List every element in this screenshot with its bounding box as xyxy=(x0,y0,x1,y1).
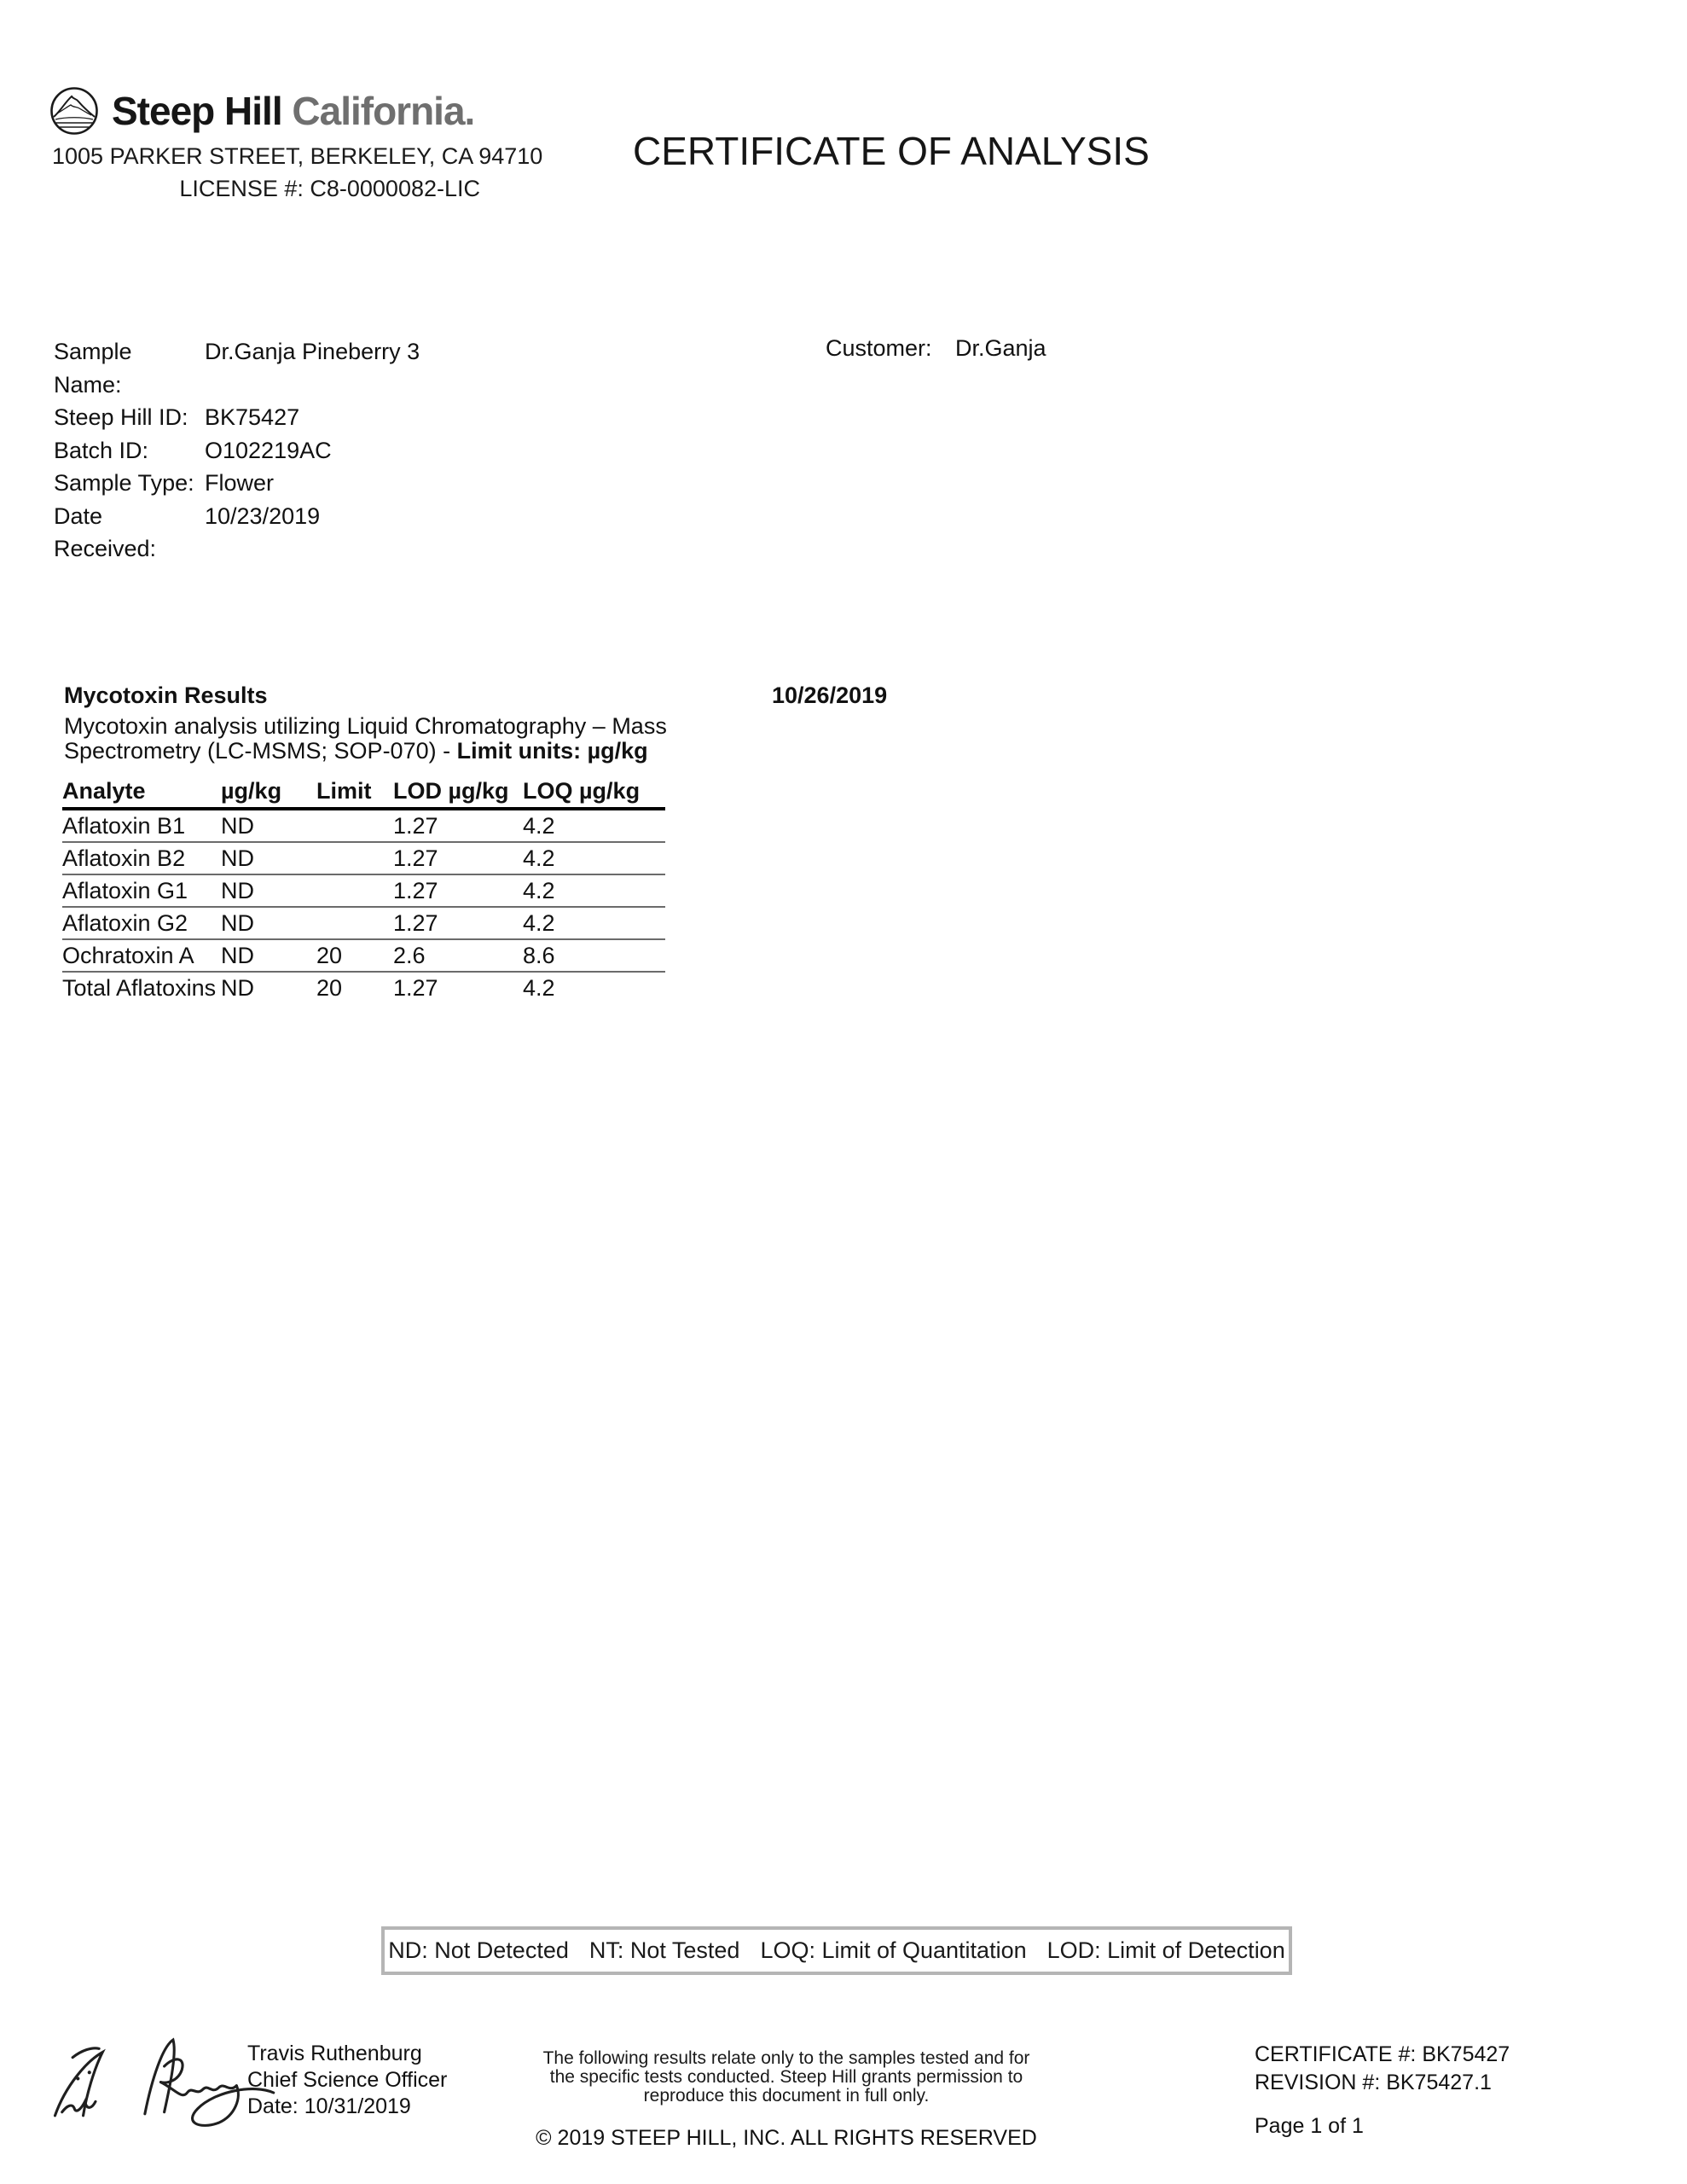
certificate-info-block xyxy=(1255,2041,1510,2097)
column-header-loq: LOQ µg/kg xyxy=(523,778,641,804)
method-description-line1: Mycotoxin analysis utilizing Liquid Chromatography – Mass xyxy=(64,713,667,739)
customer-block xyxy=(826,335,1046,362)
table-row-ochratoxin-a xyxy=(62,940,665,973)
customer-value: Dr.Ganja xyxy=(955,335,1046,361)
document-title: CERTIFICATE OF ANALYSIS xyxy=(633,129,1150,173)
loq-cell: 4.2 xyxy=(523,845,555,871)
logo-brand-text: Steep Hill xyxy=(112,89,282,133)
logo-region-text: California. xyxy=(292,89,475,133)
loq-cell: 4.2 xyxy=(523,909,555,936)
copyright-text: © 2019 STEEP HILL, INC. ALL RIGHTS RESERVED xyxy=(536,2126,1037,2150)
lod-cell: 1.27 xyxy=(393,812,438,839)
customer-label: Customer: xyxy=(826,335,932,361)
disclaimer-line3: reproduce this document in full only. xyxy=(643,2086,930,2106)
date-received-label: Date Received: xyxy=(54,502,157,561)
analyte-cell: Aflatoxin B2 xyxy=(62,845,186,871)
sample-name-row xyxy=(54,335,420,401)
loq-cell: 4.2 xyxy=(523,812,555,839)
analyte-cell: Aflatoxin G2 xyxy=(62,909,188,936)
lod-cell: 1.27 xyxy=(393,974,438,1001)
lod-cell: 1.27 xyxy=(393,845,438,871)
column-header-ugkg: µg/kg xyxy=(221,778,282,804)
column-header-limit: Limit xyxy=(316,778,372,804)
legend-lod: LOD: Limit of Detection xyxy=(1046,1937,1285,1963)
batch-id-label: Batch ID: xyxy=(54,437,149,463)
page-indicator: Page 1 of 1 xyxy=(1255,2114,1364,2138)
logo-wordmark xyxy=(112,88,474,134)
analyte-cell: Total Aflatoxins xyxy=(62,974,217,1001)
analyte-cell: Aflatoxin B1 xyxy=(62,812,186,839)
signature-date: Date: 10/31/2019 xyxy=(247,2094,411,2118)
steep-hill-mountain-icon xyxy=(49,85,100,136)
table-header-row xyxy=(62,775,665,810)
lod-cell: 1.27 xyxy=(393,877,438,903)
lod-cell: 2.6 xyxy=(393,942,426,968)
sample-info-block xyxy=(54,335,420,566)
disclaimer-line1: The following results relate only to the samples tested and for xyxy=(542,2048,1030,2068)
limit-units-text: Limit units: µg/kg xyxy=(456,738,648,764)
mycotoxin-report-date: 10/26/2019 xyxy=(772,682,888,708)
column-header-lod: LOD µg/kg xyxy=(393,778,509,804)
steep-hill-id-label: Steep Hill ID: xyxy=(54,404,188,430)
disclaimer-text xyxy=(530,2049,1042,2106)
table-row-aflatoxin-b2 xyxy=(62,843,665,875)
lab-address: 1005 PARKER STREET, BERKELEY, CA 94710 xyxy=(52,143,543,169)
result-cell: ND xyxy=(221,942,254,968)
signer-title: Chief Science Officer xyxy=(247,2068,448,2092)
lab-license-number: LICENSE #: C8-0000082-LIC xyxy=(179,176,480,201)
signer-name: Travis Ruthenburg xyxy=(247,2042,422,2065)
legend-nd: ND: Not Detected xyxy=(388,1937,569,1963)
method-description-line2-normal: Spectrometry (LC-MSMS; SOP-070) - xyxy=(64,738,457,764)
date-received-value: 10/23/2019 xyxy=(205,502,321,529)
lod-cell: 1.27 xyxy=(393,909,438,936)
certificate-number: CERTIFICATE #: BK75427 xyxy=(1255,2042,1510,2066)
signer-block xyxy=(247,2041,447,2120)
date-received-row xyxy=(54,500,420,566)
column-header-analyte: Analyte xyxy=(62,778,146,804)
mycotoxin-results-table xyxy=(62,775,665,1003)
table-row-aflatoxin-g1 xyxy=(62,875,665,908)
sample-name-label: Sample Name: xyxy=(54,339,132,398)
limit-cell: 20 xyxy=(316,974,343,1001)
table-row-aflatoxin-b1 xyxy=(62,810,665,843)
steep-hill-id-row xyxy=(54,401,420,434)
disclaimer-line2: the specific tests conducted. Steep Hill grants permission to xyxy=(549,2067,1023,2087)
table-row-total-aflatoxins xyxy=(62,973,665,1003)
sample-type-label: Sample Type: xyxy=(54,470,194,496)
result-cell: ND xyxy=(221,877,254,903)
sample-type-value: Flower xyxy=(205,470,275,496)
analyte-cell: Aflatoxin G1 xyxy=(62,877,188,903)
abbreviation-legend-box xyxy=(381,1926,1292,1975)
analyte-cell: Ochratoxin A xyxy=(62,942,194,968)
result-cell: ND xyxy=(221,812,254,839)
revision-number: REVISION #: BK75427.1 xyxy=(1255,2071,1492,2094)
sample-name-value: Dr.Ganja Pineberry 3 xyxy=(205,339,420,364)
mycotoxin-method-description xyxy=(64,714,667,764)
loq-cell: 8.6 xyxy=(523,942,555,968)
loq-cell: 4.2 xyxy=(523,974,555,1001)
legend-loq: LOQ: Limit of Quantitation xyxy=(760,1937,1027,1963)
legend-nt: NT: Not Tested xyxy=(588,1937,740,1963)
batch-id-row xyxy=(54,434,420,468)
batch-id-value: O102219AC xyxy=(205,437,332,463)
steep-hill-id-value: BK75427 xyxy=(205,404,300,430)
result-cell: ND xyxy=(221,845,254,871)
method-description-line2 xyxy=(64,739,667,764)
table-row-aflatoxin-g2 xyxy=(62,908,665,940)
logo xyxy=(47,85,482,136)
limit-cell: 20 xyxy=(316,942,343,968)
sample-type-row xyxy=(54,467,420,500)
mycotoxin-section-title: Mycotoxin Results xyxy=(64,682,268,708)
lab-header xyxy=(47,85,543,202)
loq-cell: 4.2 xyxy=(523,877,555,903)
result-cell: ND xyxy=(221,909,254,936)
result-cell: ND xyxy=(221,974,254,1001)
